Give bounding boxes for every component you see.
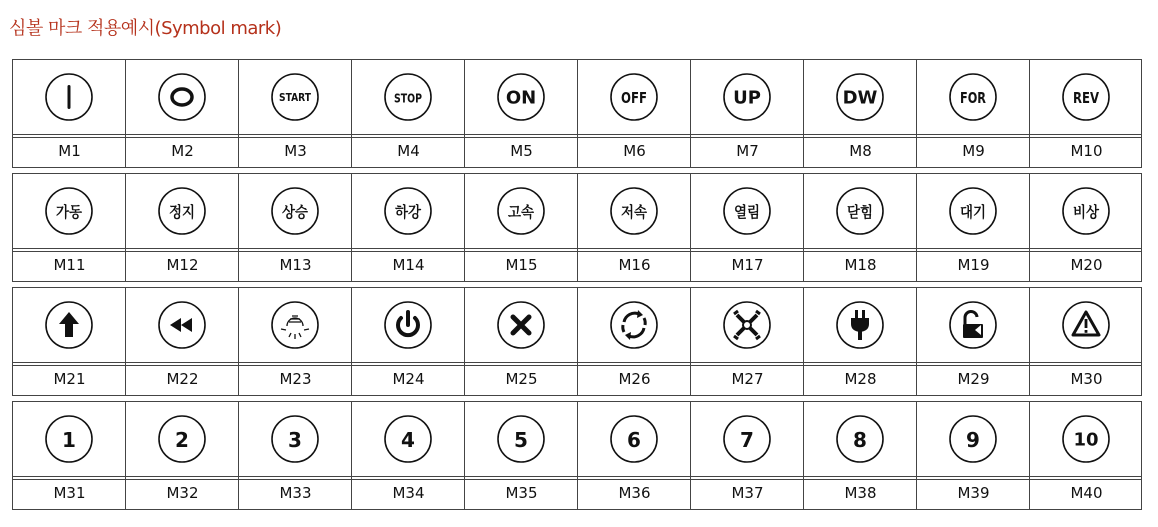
symbol-mark bbox=[383, 186, 433, 236]
symbol-code-label: M26 bbox=[618, 370, 651, 388]
symbol-row bbox=[12, 173, 1142, 282]
symbol-code-label: M27 bbox=[731, 370, 764, 388]
symbol-mark bbox=[270, 414, 320, 464]
symbol-cell bbox=[577, 287, 690, 396]
symbol-text: REV bbox=[1073, 89, 1100, 107]
symbol-cell bbox=[464, 401, 577, 510]
symbol-code-label: M15 bbox=[505, 256, 538, 274]
symbol-mark bbox=[948, 186, 998, 236]
symbol-cell bbox=[238, 401, 351, 510]
symbol-cell bbox=[125, 401, 238, 510]
symbol-text: 9 bbox=[966, 428, 980, 452]
symbol-text: 5 bbox=[514, 428, 528, 452]
symbol-cell bbox=[916, 59, 1029, 168]
symbol-text: 고속 bbox=[507, 203, 535, 221]
symbol-mark bbox=[383, 72, 433, 122]
symbol-mark bbox=[270, 186, 320, 236]
symbol-mark bbox=[44, 72, 94, 122]
symbol-mark bbox=[722, 72, 772, 122]
symbol-row bbox=[12, 59, 1142, 168]
symbol-mark bbox=[835, 414, 885, 464]
lamp-icon bbox=[270, 300, 320, 350]
symbol-code-label: M39 bbox=[957, 484, 990, 502]
symbol-code-label: M36 bbox=[618, 484, 651, 502]
symbol-cell bbox=[238, 287, 351, 396]
symbol-cell bbox=[577, 59, 690, 168]
symbol-cell bbox=[577, 401, 690, 510]
symbol-code-label: M34 bbox=[392, 484, 425, 502]
symbol-cell bbox=[1029, 59, 1142, 168]
symbol-code-label: M3 bbox=[284, 142, 307, 160]
symbol-text: 가동 bbox=[56, 203, 83, 221]
symbol-code-label: M1 bbox=[58, 142, 81, 160]
symbol-cell bbox=[916, 287, 1029, 396]
symbol-cell bbox=[125, 173, 238, 282]
symbol-cell bbox=[803, 59, 916, 168]
symbol-code-label: M25 bbox=[505, 370, 538, 388]
symbol-cell bbox=[125, 59, 238, 168]
symbol-text: DW bbox=[842, 87, 878, 109]
symbol-mark bbox=[1061, 414, 1111, 464]
symbol-code-label: M20 bbox=[1070, 256, 1103, 274]
symbol-mark bbox=[835, 186, 885, 236]
symbol-mark bbox=[44, 186, 94, 236]
symbol-text: 정지 bbox=[169, 203, 195, 221]
symbol-text: 8 bbox=[853, 428, 867, 452]
symbol-text: 4 bbox=[401, 428, 415, 452]
symbol-text: 2 bbox=[175, 428, 189, 452]
symbol-mark bbox=[157, 414, 207, 464]
symbol-cell bbox=[803, 401, 916, 510]
symbol-mark bbox=[609, 72, 659, 122]
symbol-mark bbox=[722, 186, 772, 236]
symbol-cell bbox=[690, 59, 803, 168]
symbol-cell bbox=[690, 173, 803, 282]
symbol-code-label: M21 bbox=[53, 370, 86, 388]
symbol-cell bbox=[464, 287, 577, 396]
symbol-code-label: M6 bbox=[623, 142, 646, 160]
symbol-code-label: M30 bbox=[1070, 370, 1103, 388]
symbol-code-label: M5 bbox=[510, 142, 533, 160]
symbol-cell bbox=[238, 173, 351, 282]
plug-icon bbox=[835, 300, 885, 350]
symbol-text: 6 bbox=[627, 428, 641, 452]
symbol-mark bbox=[948, 72, 998, 122]
symbol-cell bbox=[690, 287, 803, 396]
symbol-cell bbox=[1029, 173, 1142, 282]
symbol-cell bbox=[351, 401, 464, 510]
symbol-text: FOR bbox=[960, 89, 987, 107]
symbol-mark bbox=[609, 186, 659, 236]
symbol-text: 7 bbox=[740, 428, 754, 452]
symbol-text: 대기 bbox=[960, 203, 986, 221]
symbol-cell bbox=[803, 173, 916, 282]
power-icon bbox=[383, 300, 433, 350]
symbol-cell bbox=[12, 59, 125, 168]
symbol-mark bbox=[1061, 186, 1111, 236]
symbol-mark bbox=[157, 186, 207, 236]
symbol-code-label: M4 bbox=[397, 142, 420, 160]
symbol-cell bbox=[351, 59, 464, 168]
symbol-text: ON bbox=[505, 87, 537, 109]
symbol-mark bbox=[496, 414, 546, 464]
symbol-mark bbox=[383, 414, 433, 464]
symbol-code-label: M9 bbox=[962, 142, 985, 160]
cycle-icon bbox=[609, 300, 659, 350]
symbol-code-label: M19 bbox=[957, 256, 990, 274]
unlock-icon bbox=[948, 300, 998, 350]
symbol-cell bbox=[577, 173, 690, 282]
symbol-text: STOP bbox=[394, 90, 422, 106]
warning-icon bbox=[1061, 300, 1111, 350]
symbol-cell bbox=[351, 173, 464, 282]
symbol-cell bbox=[803, 287, 916, 396]
symbol-mark bbox=[1061, 72, 1111, 122]
symbol-mark bbox=[496, 72, 546, 122]
symbol-code-label: M35 bbox=[505, 484, 538, 502]
symbol-code-label: M13 bbox=[279, 256, 312, 274]
symbol-cell bbox=[238, 59, 351, 168]
symbol-text: 10 bbox=[1073, 429, 1099, 451]
symbol-mark bbox=[496, 186, 546, 236]
cross-icon bbox=[496, 300, 546, 350]
symbol-cell bbox=[12, 401, 125, 510]
symbol-text: 하강 bbox=[394, 203, 422, 221]
symbol-text: UP bbox=[733, 87, 761, 109]
symbol-code-label: M16 bbox=[618, 256, 651, 274]
symbol-mark bbox=[722, 414, 772, 464]
page-title: 심볼 마크 적용예시(Symbol mark) bbox=[9, 18, 282, 39]
symbol-mark bbox=[157, 72, 207, 122]
symbol-code-label: M22 bbox=[166, 370, 199, 388]
symbol-mark bbox=[270, 72, 320, 122]
symbol-text: 비상 bbox=[1073, 203, 1100, 221]
symbol-cell bbox=[916, 401, 1029, 510]
symbol-text: 저속 bbox=[621, 203, 648, 221]
symbol-cell bbox=[916, 173, 1029, 282]
rewind-icon bbox=[157, 300, 207, 350]
symbol-code-label: M31 bbox=[53, 484, 86, 502]
symbol-code-label: M23 bbox=[279, 370, 312, 388]
symbol-code-label: M29 bbox=[957, 370, 990, 388]
symbol-cell bbox=[125, 287, 238, 396]
symbol-code-label: M17 bbox=[731, 256, 764, 274]
symbol-code-label: M11 bbox=[53, 256, 86, 274]
symbol-text: OFF bbox=[621, 89, 647, 107]
symbol-code-label: M7 bbox=[736, 142, 759, 160]
symbol-code-label: M37 bbox=[731, 484, 764, 502]
symbol-mark-table bbox=[12, 59, 1142, 512]
symbol-code-label: M18 bbox=[844, 256, 877, 274]
symbol-code-label: M14 bbox=[392, 256, 425, 274]
symbol-code-label: M40 bbox=[1070, 484, 1103, 502]
symbol-cell bbox=[464, 173, 577, 282]
symbol-mark bbox=[948, 414, 998, 464]
symbol-cell bbox=[1029, 401, 1142, 510]
symbol-text: 3 bbox=[288, 428, 302, 452]
symbol-cell bbox=[464, 59, 577, 168]
arrow-up-icon bbox=[44, 300, 94, 350]
symbol-row bbox=[12, 401, 1142, 510]
symbol-row bbox=[12, 287, 1142, 396]
symbol-text: START bbox=[279, 92, 312, 104]
symbol-code-label: M2 bbox=[171, 142, 194, 160]
symbol-mark bbox=[609, 414, 659, 464]
symbol-cell bbox=[351, 287, 464, 396]
symbol-code-label: M28 bbox=[844, 370, 877, 388]
symbol-text: 상승 bbox=[282, 203, 309, 221]
symbol-code-label: M33 bbox=[279, 484, 312, 502]
symbol-code-label: M24 bbox=[392, 370, 425, 388]
symbol-cell bbox=[690, 401, 803, 510]
symbol-text: 1 bbox=[62, 428, 76, 452]
symbol-cell bbox=[1029, 287, 1142, 396]
symbol-text: 닫힘 bbox=[847, 203, 873, 221]
symbol-mark bbox=[835, 72, 885, 122]
symbol-code-label: M32 bbox=[166, 484, 199, 502]
symbol-mark bbox=[44, 414, 94, 464]
symbol-code-label: M8 bbox=[849, 142, 872, 160]
symbol-code-label: M12 bbox=[166, 256, 199, 274]
symbol-cell bbox=[12, 287, 125, 396]
symbol-code-label: M10 bbox=[1070, 142, 1103, 160]
tools-icon bbox=[722, 300, 772, 350]
symbol-code-label: M38 bbox=[844, 484, 877, 502]
symbol-text: 열림 bbox=[734, 203, 760, 221]
symbol-cell bbox=[12, 173, 125, 282]
